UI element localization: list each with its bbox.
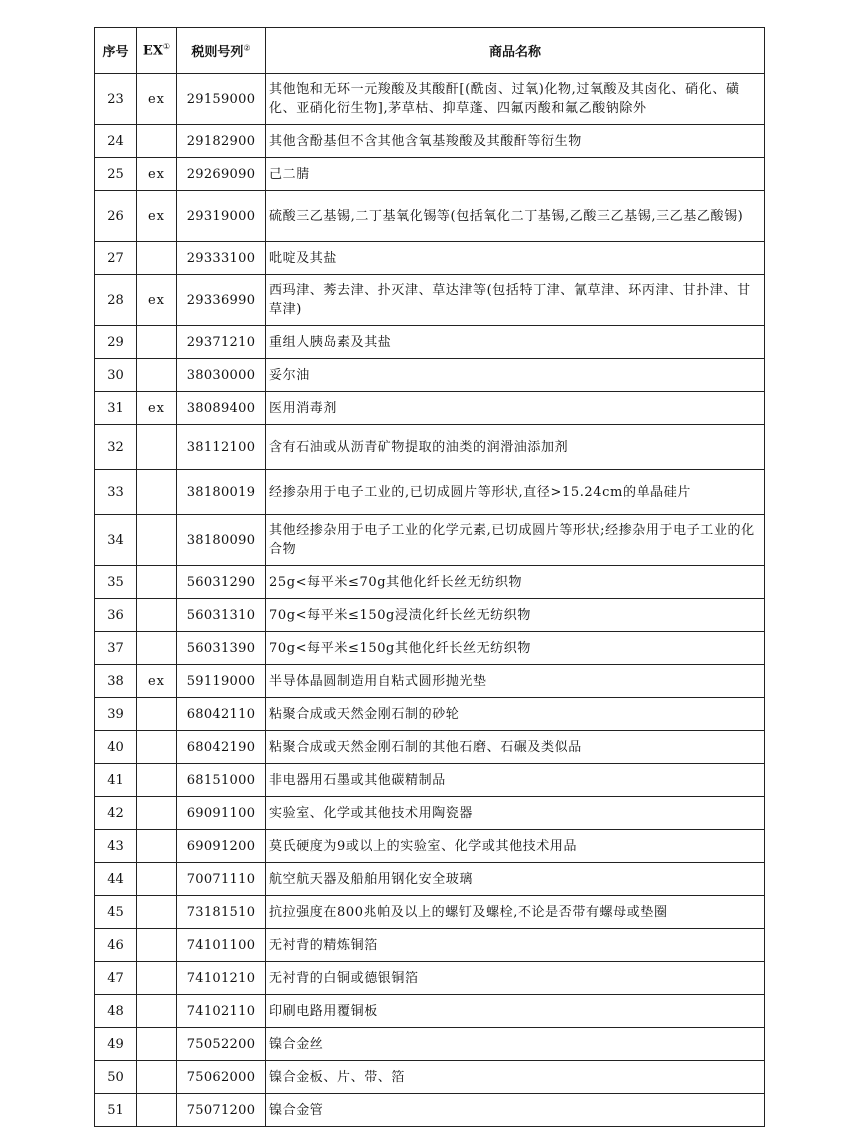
row-tariff-code: 29182900 xyxy=(177,125,266,158)
row-product-name: 西玛津、莠去津、扑灭津、草达津等(包括特丁津、氰草津、环丙津、甘扑津、甘草津) xyxy=(266,275,765,326)
row-serial-number: 25 xyxy=(95,158,137,191)
table-row xyxy=(95,1094,765,1127)
header-serial-number xyxy=(95,28,137,74)
row-product-name: 半导体晶圆制造用自粘式圆形抛光垫 xyxy=(266,665,765,698)
row-product-name: 25g<每平米≤70g其他化纤长丝无纺织物 xyxy=(266,566,765,599)
row-tariff-code: 29336990 xyxy=(177,275,266,326)
row-serial-number: 51 xyxy=(95,1094,137,1127)
header-tariff-code xyxy=(177,28,266,74)
row-ex-flag xyxy=(137,929,177,962)
row-ex-flag xyxy=(137,764,177,797)
table-row xyxy=(95,764,765,797)
table-row xyxy=(95,995,765,1028)
row-serial-number: 29 xyxy=(95,326,137,359)
row-ex-flag xyxy=(137,1061,177,1094)
row-tariff-code: 29319000 xyxy=(177,191,266,242)
row-tariff-code: 74101210 xyxy=(177,962,266,995)
row-tariff-code: 56031290 xyxy=(177,566,266,599)
row-serial-number: 39 xyxy=(95,698,137,731)
row-product-name: 其他经掺杂用于电子工业的化学元素,已切成圆片等形状;经掺杂用于电子工业的化合物 xyxy=(266,515,765,566)
table-row xyxy=(95,275,765,326)
table-row xyxy=(95,665,765,698)
row-ex-flag: ex xyxy=(137,191,177,242)
row-serial-number: 47 xyxy=(95,962,137,995)
row-tariff-code: 73181510 xyxy=(177,896,266,929)
row-serial-number: 50 xyxy=(95,1061,137,1094)
row-serial-number: 23 xyxy=(95,74,137,125)
row-ex-flag xyxy=(137,599,177,632)
row-product-name: 实验室、化学或其他技术用陶瓷器 xyxy=(266,797,765,830)
table-row xyxy=(95,125,765,158)
row-serial-number: 46 xyxy=(95,929,137,962)
table-row xyxy=(95,929,765,962)
row-serial-number: 24 xyxy=(95,125,137,158)
table-row xyxy=(95,326,765,359)
header-product-name xyxy=(266,28,765,74)
row-serial-number: 30 xyxy=(95,359,137,392)
row-product-name: 妥尔油 xyxy=(266,359,765,392)
header-product-name-label: 商品名称 xyxy=(488,45,541,60)
row-serial-number: 37 xyxy=(95,632,137,665)
row-ex-flag xyxy=(137,125,177,158)
row-ex-flag xyxy=(137,1028,177,1061)
row-serial-number: 44 xyxy=(95,863,137,896)
row-serial-number: 34 xyxy=(95,515,137,566)
row-tariff-code: 29371210 xyxy=(177,326,266,359)
row-product-name: 硫酸三乙基锡,二丁基氧化锡等(包括氧化二丁基锡,乙酸三乙基锡,三乙基乙酸锡) xyxy=(266,191,765,242)
row-serial-number: 32 xyxy=(95,425,137,470)
row-product-name: 无衬背的精炼铜箔 xyxy=(266,929,765,962)
row-product-name: 镍合金丝 xyxy=(266,1028,765,1061)
row-product-name: 粘聚合成或天然金刚石制的砂轮 xyxy=(266,698,765,731)
row-ex-flag xyxy=(137,326,177,359)
row-serial-number: 31 xyxy=(95,392,137,425)
row-product-name: 镍合金管 xyxy=(266,1094,765,1127)
row-tariff-code: 38030000 xyxy=(177,359,266,392)
row-serial-number: 28 xyxy=(95,275,137,326)
row-serial-number: 27 xyxy=(95,242,137,275)
row-ex-flag xyxy=(137,962,177,995)
table-row xyxy=(95,1061,765,1094)
row-ex-flag xyxy=(137,731,177,764)
row-serial-number: 35 xyxy=(95,566,137,599)
row-serial-number: 42 xyxy=(95,797,137,830)
table-header-row xyxy=(95,28,765,74)
table-row xyxy=(95,158,765,191)
row-tariff-code: 75062000 xyxy=(177,1061,266,1094)
row-tariff-code: 69091100 xyxy=(177,797,266,830)
row-ex-flag xyxy=(137,515,177,566)
row-serial-number: 49 xyxy=(95,1028,137,1061)
row-product-name: 己二腈 xyxy=(266,158,765,191)
row-tariff-code: 68042110 xyxy=(177,698,266,731)
row-ex-flag xyxy=(137,797,177,830)
row-tariff-code: 75071200 xyxy=(177,1094,266,1127)
row-product-name: 70g<每平米≤150g其他化纤长丝无纺织物 xyxy=(266,632,765,665)
row-tariff-code: 68042190 xyxy=(177,731,266,764)
table-row xyxy=(95,830,765,863)
row-ex-flag xyxy=(137,698,177,731)
table-row xyxy=(95,731,765,764)
row-product-name: 重组人胰岛素及其盐 xyxy=(266,326,765,359)
row-tariff-code: 75052200 xyxy=(177,1028,266,1061)
row-serial-number: 26 xyxy=(95,191,137,242)
header-ex-label: EX xyxy=(142,43,163,59)
row-tariff-code: 69091200 xyxy=(177,830,266,863)
row-ex-flag xyxy=(137,470,177,515)
row-tariff-code: 29269090 xyxy=(177,158,266,191)
row-ex-flag: ex xyxy=(137,158,177,191)
row-tariff-code: 29333100 xyxy=(177,242,266,275)
table-row xyxy=(95,515,765,566)
row-ex-flag: ex xyxy=(137,392,177,425)
header-serial-number-label: 序号 xyxy=(102,45,129,60)
row-ex-flag xyxy=(137,359,177,392)
row-tariff-code: 59119000 xyxy=(177,665,266,698)
row-serial-number: 48 xyxy=(95,995,137,1028)
row-product-name: 莫氏硬度为9或以上的实验室、化学或其他技术用品 xyxy=(266,830,765,863)
table-row xyxy=(95,962,765,995)
row-tariff-code: 56031390 xyxy=(177,632,266,665)
row-ex-flag xyxy=(137,632,177,665)
row-tariff-code: 38180090 xyxy=(177,515,266,566)
table-body xyxy=(95,74,765,1127)
table-row xyxy=(95,191,765,242)
table-row xyxy=(95,632,765,665)
footnote-marker-2: ② xyxy=(243,43,251,53)
row-product-name: 医用消毒剂 xyxy=(266,392,765,425)
row-ex-flag: ex xyxy=(137,275,177,326)
table-row xyxy=(95,599,765,632)
header-tariff-code-label: 税则号列 xyxy=(191,45,244,60)
table-row xyxy=(95,74,765,125)
row-ex-flag xyxy=(137,830,177,863)
table-row xyxy=(95,425,765,470)
table-row xyxy=(95,566,765,599)
row-serial-number: 41 xyxy=(95,764,137,797)
row-product-name: 吡啶及其盐 xyxy=(266,242,765,275)
row-product-name: 其他饱和无环一元羧酸及其酸酐[(酰卤、过氧)化物,过氧酸及其卤化、硝化、磺化、亚硝化衍生物],茅草枯、抑草蓬、四氟丙酸和氟乙酸钠除外 xyxy=(266,74,765,125)
row-product-name: 70g<每平米≤150g浸渍化纤长丝无纺织物 xyxy=(266,599,765,632)
row-tariff-code: 38180019 xyxy=(177,470,266,515)
row-ex-flag xyxy=(137,863,177,896)
row-ex-flag xyxy=(137,995,177,1028)
footnote-marker-1: ① xyxy=(162,42,171,52)
row-tariff-code: 68151000 xyxy=(177,764,266,797)
table-row xyxy=(95,797,765,830)
row-product-name: 航空航天器及船舶用钢化安全玻璃 xyxy=(266,863,765,896)
table-row xyxy=(95,1028,765,1061)
table-row xyxy=(95,470,765,515)
row-tariff-code: 74101100 xyxy=(177,929,266,962)
row-product-name: 经掺杂用于电子工业的,已切成圆片等形状,直径>15.24cm的单晶硅片 xyxy=(266,470,765,515)
row-serial-number: 45 xyxy=(95,896,137,929)
row-product-name: 镍合金板、片、带、箔 xyxy=(266,1061,765,1094)
row-ex-flag: ex xyxy=(137,665,177,698)
row-product-name: 非电器用石墨或其他碳精制品 xyxy=(266,764,765,797)
row-ex-flag: ex xyxy=(137,74,177,125)
header-ex xyxy=(137,28,177,74)
table-row xyxy=(95,896,765,929)
row-product-name: 无衬背的白铜或德银铜箔 xyxy=(266,962,765,995)
row-ex-flag xyxy=(137,425,177,470)
row-serial-number: 33 xyxy=(95,470,137,515)
row-product-name: 其他含酚基但不含其他含氧基羧酸及其酸酐等衍生物 xyxy=(266,125,765,158)
row-product-name: 抗拉强度在800兆帕及以上的螺钉及螺栓,不论是否带有螺母或垫圈 xyxy=(266,896,765,929)
row-tariff-code: 74102110 xyxy=(177,995,266,1028)
table-row xyxy=(95,359,765,392)
row-ex-flag xyxy=(137,1094,177,1127)
row-ex-flag xyxy=(137,896,177,929)
tariff-table xyxy=(94,27,765,1127)
row-ex-flag xyxy=(137,566,177,599)
row-ex-flag xyxy=(137,242,177,275)
row-serial-number: 36 xyxy=(95,599,137,632)
row-tariff-code: 70071110 xyxy=(177,863,266,896)
table-row xyxy=(95,863,765,896)
table-row xyxy=(95,242,765,275)
row-tariff-code: 38112100 xyxy=(177,425,266,470)
row-product-name: 印刷电路用覆铜板 xyxy=(266,995,765,1028)
table-row xyxy=(95,698,765,731)
row-serial-number: 40 xyxy=(95,731,137,764)
table-row xyxy=(95,392,765,425)
row-product-name: 含有石油或从沥青矿物提取的油类的润滑油添加剂 xyxy=(266,425,765,470)
row-tariff-code: 29159000 xyxy=(177,74,266,125)
row-serial-number: 38 xyxy=(95,665,137,698)
row-product-name: 粘聚合成或天然金刚石制的其他石磨、石碾及类似品 xyxy=(266,731,765,764)
row-tariff-code: 38089400 xyxy=(177,392,266,425)
row-serial-number: 43 xyxy=(95,830,137,863)
row-tariff-code: 56031310 xyxy=(177,599,266,632)
